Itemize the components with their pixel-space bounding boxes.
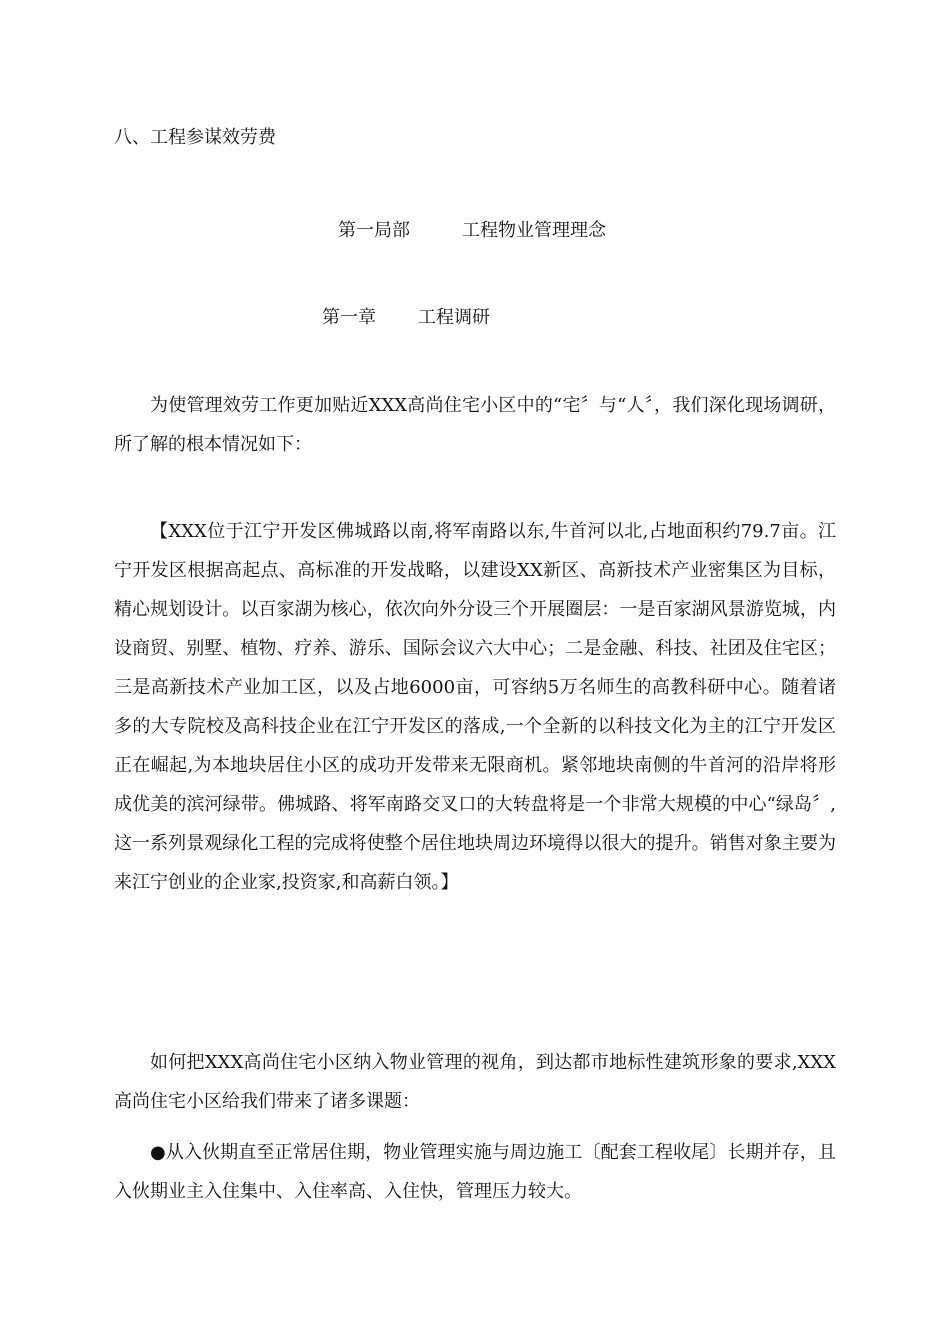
section-heading: 八、工程参谋效劳费 [114, 127, 276, 148]
bullet-paragraph: ●从入伙期直至正常居住期，物业管理实施与周边施工〔配套工程收尾〕长期并存，且入伙期业主入住集中、入住率高、入住快，管理压力较大。 [114, 1142, 836, 1202]
part-title [338, 219, 606, 243]
challenges-intro-paragraph: 如何把XXX高尚住宅小区纳入物业管理的视角，到达都市地标性建筑形象的要求,XXX高尚住宅小区给我们带来了诸多课题： [114, 1052, 836, 1112]
part-title-label: 第一局部 [338, 220, 410, 241]
part-title-name: 工程物业管理理念 [462, 220, 606, 241]
site-overview-paragraph: 【XXX位于江宁开发区佛城路以南,将军南路以东,牛首河以北,占地面积约79.7亩。江宁开发区根据高起点、高标准的开发战略，以建设XX新区、高新技术产业密集区为目标，精心规划设计。以百家湖为核心，依次向外分设三个开展圈层：一是百家湖风景游览城，内设商贸、别墅、植物、疗养、游乐、国际会议六大中心；二是金融、科技、社团及住宅区；三是高新技术产业加工区，以及占地6000亩，可容纳5万名师生的高教科研中心。随着诸多的大专院校及高科技企业在江宁开发区的落成,一个全新的以科技文化为主的江宁开发区正在崛起,为本地块居住小区的成功开发带来无限商机。紧邻地块南侧的牛首河的沿岸将形成优美的滨河绿带。佛城路、将军南路交叉口的大转盘将是一个非常大规模的中心“绿岛〞,这一系列景观绿化工程的完成将使整个居住地块周边环境得以很大的提升。销售对象主要为来江宁创业的企业家,投资家,和高薪白领。】 [114, 521, 836, 893]
chapter-title [322, 306, 490, 330]
chapter-title-name: 工程调研 [418, 307, 490, 328]
chapter-title-label: 第一章 [322, 307, 376, 328]
intro-paragraph: 为使管理效劳工作更加贴近XXX高尚住宅小区中的“宅〞与“人〞，我们深化现场调研，所了解的根本情况如下： [114, 395, 836, 455]
